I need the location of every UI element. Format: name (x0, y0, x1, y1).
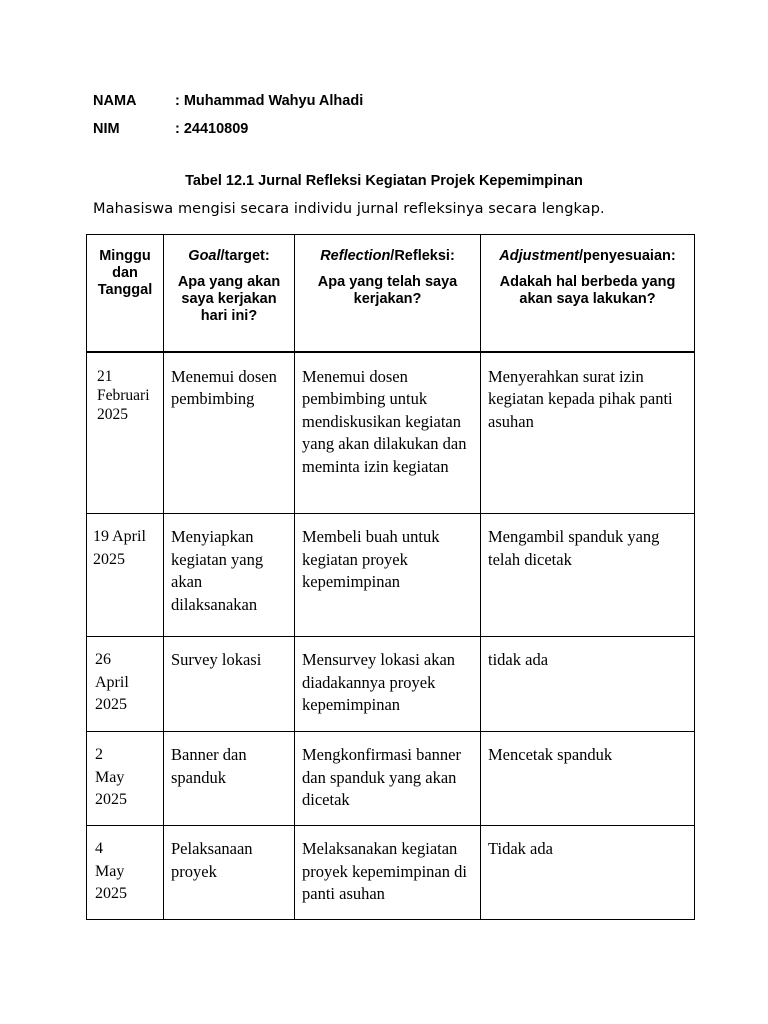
header-adjustment-title (481, 248, 694, 265)
header-goal-lead: Goal (188, 248, 221, 264)
table-row (87, 732, 695, 826)
header-goal-question: Apa yang akan saya kerjakan hari ini? (177, 274, 281, 324)
goal-cell: Banner dan spanduk (164, 732, 295, 826)
table-row (87, 514, 695, 637)
adjustment-cell: Tidak ada (481, 826, 695, 920)
header-reflection (295, 235, 481, 352)
header-reflection-title (295, 248, 480, 265)
date-cell: 4 May 2025 (87, 826, 164, 920)
reflection-journal-table (86, 234, 695, 920)
reflection-cell: Menemui dosen pembimbing untuk mendiskusikan kegiatan yang akan dilakukan dan meminta izin kegiatan (295, 352, 481, 514)
instruction-text: Mahasiswa mengisi secara individu jurnal refleksinya secara lengkap. (93, 201, 605, 217)
goal-cell: Menyiapkan kegiatan yang akan dilaksanakan (164, 514, 295, 637)
student-identity (93, 87, 363, 143)
header-reflection-rest: /Refleksi: (390, 248, 455, 264)
header-adjustment-lead: Adjustment (499, 248, 580, 264)
header-adjustment-question: Adakah hal berbeda yang akan saya lakukan? (499, 274, 676, 307)
reflection-cell: Mensurvey lokasi akan diadakannya proyek kepemimpinan (295, 637, 481, 732)
date-cell: 26 April 2025 (87, 637, 164, 732)
reflection-cell: Membeli buah untuk kegiatan proyek kepemimpinan (295, 514, 481, 637)
adjustment-cell: Mencetak spanduk (481, 732, 695, 826)
header-goal-rest: /target: (220, 248, 270, 264)
goal-cell: Pelaksanaan proyek (164, 826, 295, 920)
date-cell: 19 April 2025 (87, 514, 164, 637)
adjustment-cell: Mengambil spanduk yang telah dicetak (481, 514, 695, 637)
nim-value: : 24410809 (175, 121, 249, 137)
name-value: : Muhammad Wahyu Alhadi (175, 93, 364, 109)
header-reflection-lead: Reflection (320, 248, 391, 264)
name-label: NAMA (93, 93, 137, 109)
reflection-cell: Mengkonfirmasi banner dan spanduk yang akan dicetak (295, 732, 481, 826)
header-goal-title (164, 248, 294, 265)
header-adjustment-rest: /penyesuaian: (579, 248, 676, 264)
header-goal (164, 235, 295, 352)
nim-label: NIM (93, 121, 120, 137)
header-reflection-question: Apa yang telah saya kerjakan? (317, 274, 458, 307)
date-cell: 21 Februari 2025 (87, 352, 164, 514)
header-week-date-label: Minggu dan Tanggal (97, 248, 153, 298)
goal-cell: Menemui dosen pembimbing (164, 352, 295, 514)
table-header-row (87, 235, 695, 352)
table-row (87, 352, 695, 514)
header-adjustment (481, 235, 695, 352)
name-row (93, 87, 363, 115)
adjustment-cell: Menyerahkan surat izin kegiatan kepada pihak panti asuhan (481, 352, 695, 514)
date-cell: 2 May 2025 (87, 732, 164, 826)
goal-cell: Survey lokasi (164, 637, 295, 732)
table-row (87, 637, 695, 732)
nim-row (93, 115, 363, 143)
reflection-cell: Melaksanakan kegiatan proyek kepemimpinan di panti asuhan (295, 826, 481, 920)
header-week-date (87, 235, 164, 352)
table-row (87, 826, 695, 920)
table-title: Tabel 12.1 Jurnal Refleksi Kegiatan Projek Kepemimpinan (185, 173, 583, 189)
adjustment-cell: tidak ada (481, 637, 695, 732)
